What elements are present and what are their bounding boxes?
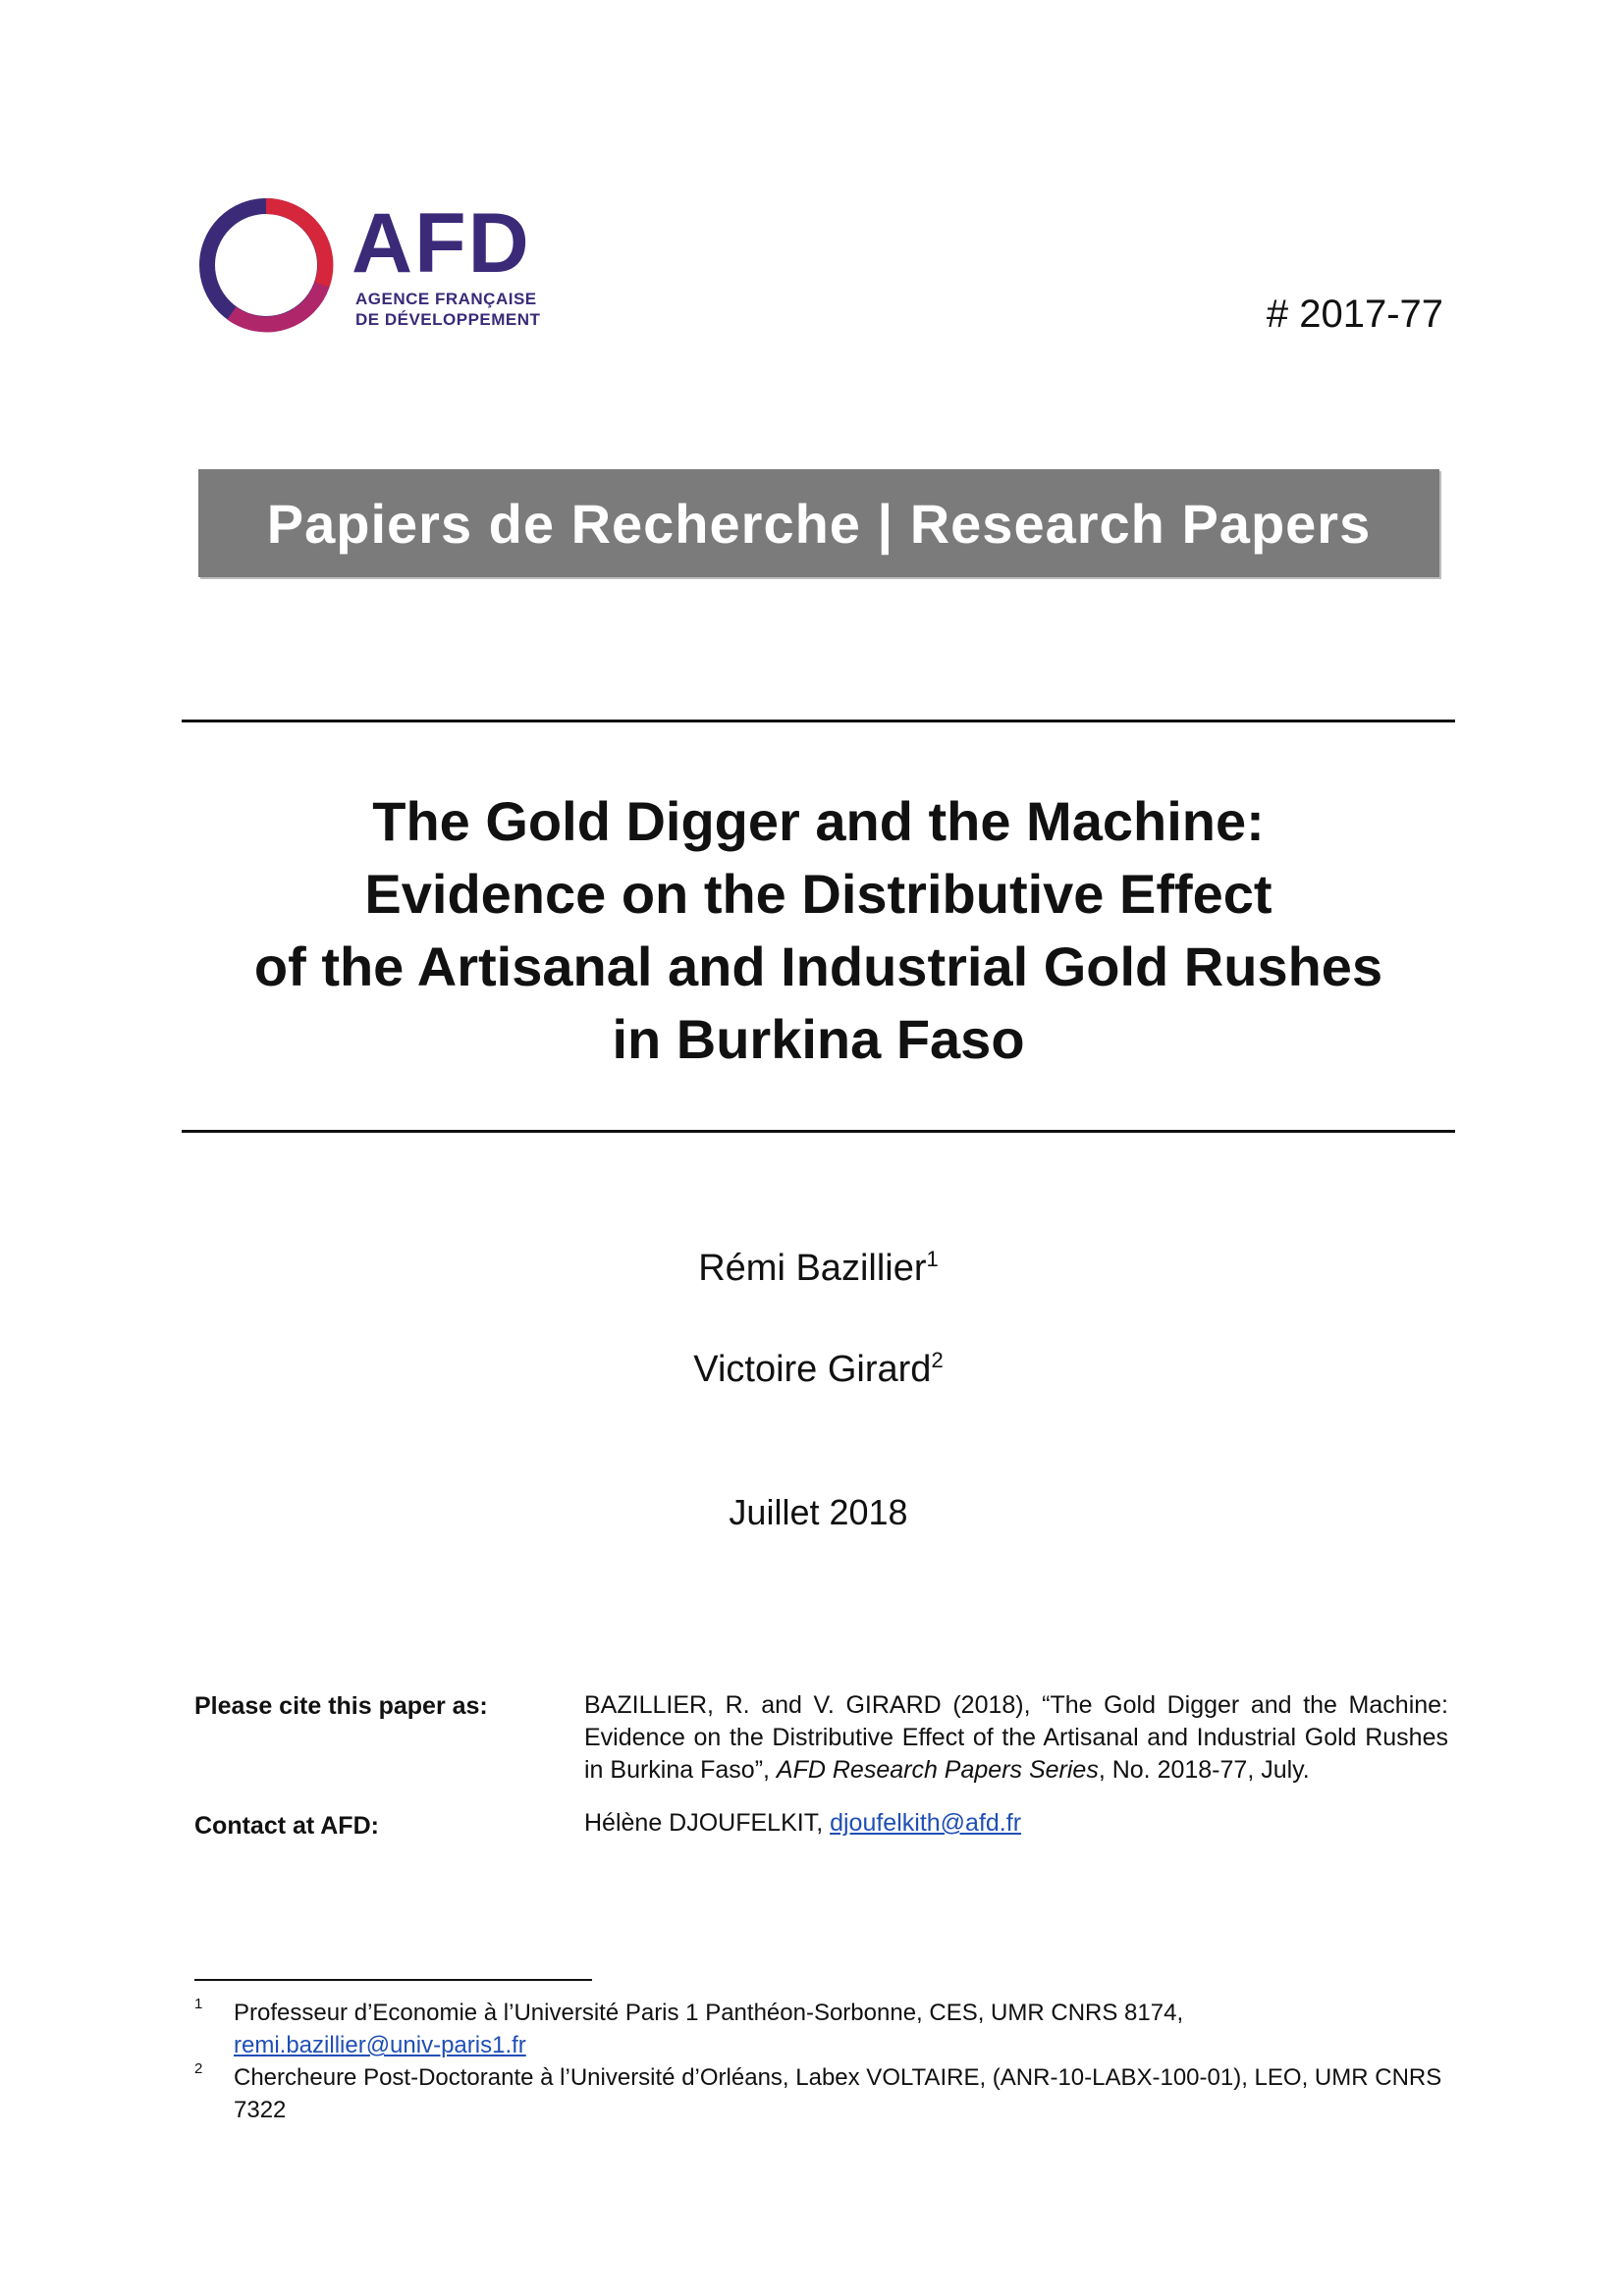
publication-date: Juillet 2018: [729, 1492, 908, 1532]
paper-number: # 2017-77: [1266, 293, 1443, 336]
footnote-separator: [194, 1979, 592, 1981]
afd-ring-icon: [192, 191, 340, 339]
paper-title: [182, 785, 1455, 1076]
citation-text-before: BAZILLIER, R. and V. GIRARD (2018), “The Gold Digger and the Machine: Evidence on the Distributive Effect of the Artisanal and Industrial Gold Rushes in Burkina Faso”,: [584, 1691, 1448, 1784]
logo-wordmark: AFD: [352, 196, 531, 291]
contact-name: Hélène DJOUFELKIT,: [584, 1809, 831, 1837]
afd-logo: [192, 191, 541, 339]
footnote-1-email-link[interactable]: remi.bazillier@univ-paris1.fr: [234, 2032, 526, 2058]
title-rule-top: [182, 720, 1455, 722]
author-1-footnote-ref[interactable]: 1: [926, 1247, 939, 1271]
logo-subtitle-line1: AGENCE FRANÇAISE: [355, 290, 537, 308]
title-line-4: in Burkina Faso: [612, 1008, 1025, 1070]
banner-text: Papiers de Recherche | Research Papers: [266, 492, 1372, 555]
series-banner: [198, 469, 1439, 577]
author-2: [182, 1348, 1455, 1391]
author-2-footnote-ref[interactable]: 2: [931, 1348, 944, 1372]
citation-series: AFD Research Papers Series: [776, 1756, 1099, 1784]
citation-text-after: , No. 2018-77, July.: [1098, 1756, 1310, 1784]
citation-text: [584, 1689, 1448, 1787]
title-line-2: Evidence on the Distributive Effect: [364, 863, 1272, 925]
footnote-2-text: Chercheure Post-Doctorante à l’Université d’Orléans, Labex VOLTAIRE, (ANR-10-LABX-100-01), LEO, UMR CNRS 7322: [234, 2064, 1442, 2123]
footnote-1-number: 1: [194, 1996, 203, 2012]
contact-label: Contact at AFD:: [194, 1812, 379, 1840]
footnote-1: [234, 1997, 1451, 2061]
author-1: [182, 1247, 1455, 1290]
title-line-1: The Gold Digger and the Machine:: [372, 790, 1265, 852]
title-line-3: of the Artisanal and Industrial Gold Rushes: [253, 935, 1383, 997]
contact-text: [584, 1809, 1021, 1838]
author-1-name: Rémi Bazillier: [698, 1248, 927, 1289]
citation-label: Please cite this paper as:: [194, 1692, 488, 1720]
footnote-1-text: Professeur d’Economie à l’Université Paris 1 Panthéon-Sorbonne, CES, UMR CNRS 8174,: [234, 2000, 1184, 2026]
footnote-2-number: 2: [194, 2060, 203, 2077]
logo-subtitle-line2: DE DÉVELOPPEMENT: [355, 310, 541, 329]
author-2-name: Victoire Girard: [693, 1349, 932, 1390]
title-rule-bottom: [182, 1130, 1455, 1133]
contact-email-link[interactable]: djoufelkith@afd.fr: [830, 1809, 1022, 1837]
